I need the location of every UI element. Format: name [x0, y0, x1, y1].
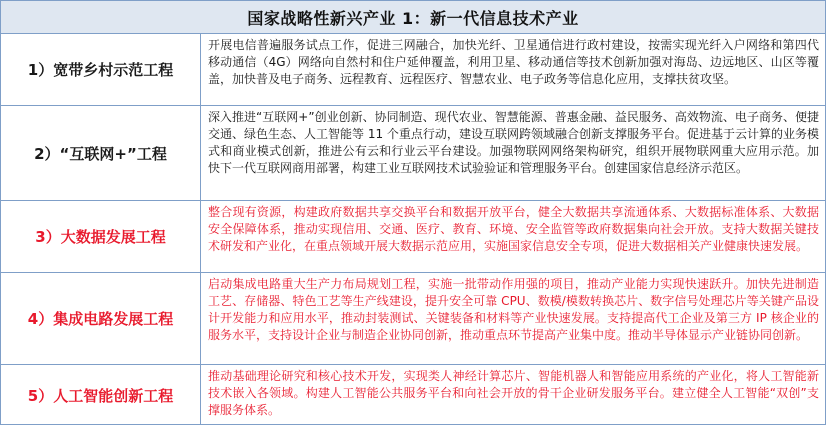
row-label: 2）“互联网+”工程 — [1, 106, 201, 200]
row-content: 整合现有资源，构建政府数据共享交换平台和数据开放平台，健全大数据共享流通体系、大数据标准体系、大数据安全保障体系，推动实现信用、交通、医疗、教育、环境、安全监管等政府数据集向社会开放。支持大数据关键技术研发和产业化，在重点领域开展大数据示范应用，实施国家信息安全专项，促进大数据相关产业健康快速发展。 — [208, 205, 819, 253]
table-row — [1, 273, 825, 365]
row-label: 4）集成电路发展工程 — [1, 273, 201, 364]
table-row — [1, 106, 825, 201]
row-content: 启动集成电路重大生产力布局规划工程，实施一批带动作用强的项目，推动产业能力实现快速跃升。加快先进制造工艺、存储器、特色工艺等生产线建设，提升安全可靠 CPU、数模/模数转换芯片、数字信号处理芯片等关键产品设计开发能力和应用水平，推动封装测试、关键装备和材料等产业快速发展。支持提高代工企业及第三方 IP 核企业的服务水平，支持设计企业与制造企业协同创新，推动重点环节提高产业集中度。推动半导体显示产业链协同创新。 — [208, 277, 819, 342]
table-title: 国家战略性新兴产业 1：新一代信息技术产业 — [1, 1, 825, 34]
table-row — [1, 201, 825, 273]
row-label: 3）大数据发展工程 — [1, 201, 201, 272]
row-content: 开展电信普遍服务试点工作，促进三网融合，加快光纤、卫星通信进行政村建设，按需实现光纤入户网络和第四代移动通信（4G）网络向自然村和住户延伸覆盖，利用卫星、移动通信等技术创新加强对海岛、边远地区、山区等覆盖，加快普及电子商务、远程教育、远程医疗、智慧农业、电子政务等信息化应用，支撑扶贫攻坚。 — [208, 38, 819, 86]
row-label: 5）人工智能创新工程 — [1, 365, 201, 425]
table-row — [1, 365, 825, 425]
row-label: 1）宽带乡村示范工程 — [1, 34, 201, 105]
row-content: 深入推进“互联网+”创业创新、协同制造、现代农业、智慧能源、普惠金融、益民服务、高效物流、电子商务、便捷交通、绿色生态、人工智能等 11 个重点行动，建设互联网跨领域融合创新支撑服务平台。促进基于云计算的业务模式和商业模式创新，推进公有云和行业云平台建设。加强物联网网络架构研究，组织开展物联网重大应用示范。加快下一代互联网商用部署，构建工业互联网技术试验验证和管理服务平台。创建国家信息经济示范区。 — [208, 110, 819, 175]
row-content: 推动基础理论研究和核心技术开发，实现类人神经计算芯片、智能机器人和智能应用系统的产业化，将人工智能新技术嵌入各领域。构建人工智能公共服务平台和向社会开放的骨干企业研发服务平台。建立健全人工智能“双创”支撑服务体系。 — [208, 369, 819, 417]
table-row — [1, 34, 825, 106]
